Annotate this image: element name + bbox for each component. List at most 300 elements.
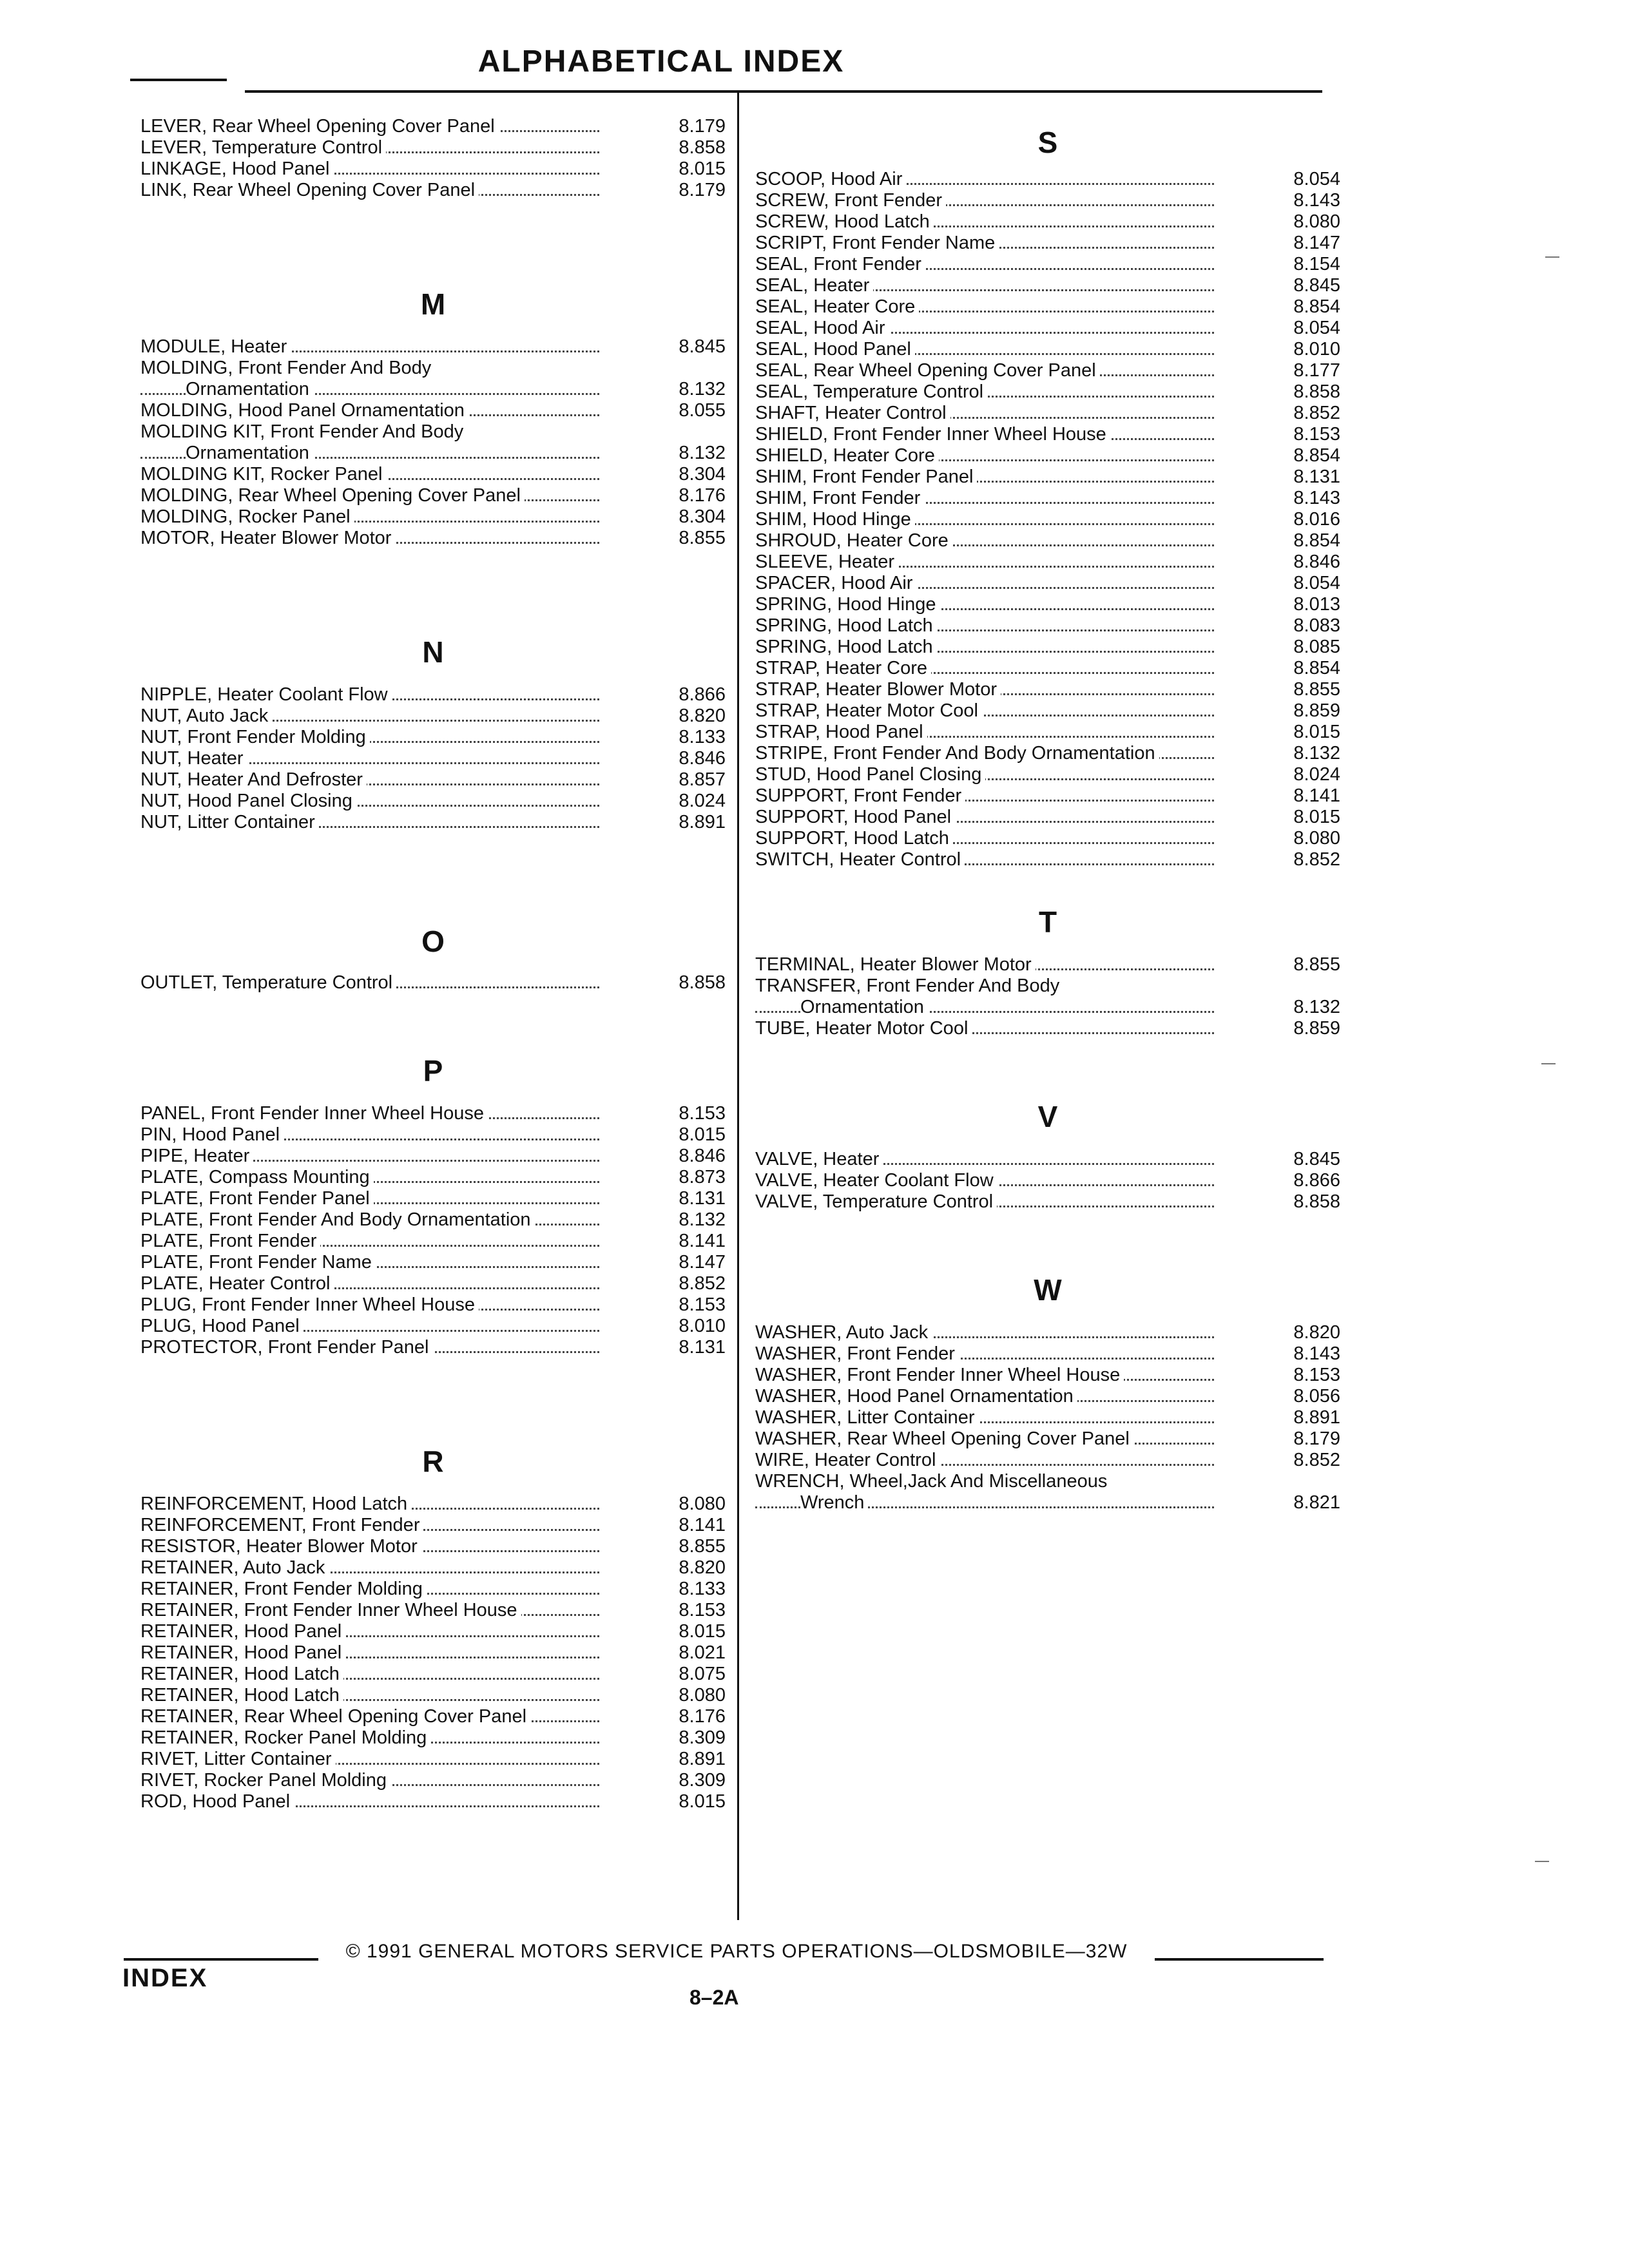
entry-page: 8.015	[679, 159, 726, 179]
index-section	[140, 910, 726, 1039]
index-entry	[140, 1103, 726, 1124]
entry-page: 8.858	[1293, 381, 1340, 402]
section-letter: N	[422, 635, 444, 669]
entry-text: STRIPE, Front Fender And Body Ornamentation	[755, 743, 1159, 764]
entry-page: 8.132	[679, 379, 726, 399]
entry-text: MOTOR, Heater Blower Motor	[140, 528, 395, 549]
index-entry	[755, 339, 1340, 360]
entry-text: VALVE, Heater Coolant Flow	[755, 1170, 998, 1191]
entry-page: 8.133	[679, 1579, 726, 1599]
entry-page: 8.855	[1293, 679, 1340, 700]
entry-page: 8.153	[679, 1600, 726, 1620]
index-entry	[755, 530, 1340, 552]
entry-text: SEAL, Rear Wheel Opening Cover Panel	[755, 360, 1100, 381]
index-entry	[140, 706, 726, 727]
section-letter: M	[420, 287, 446, 321]
footer-rule-right	[1155, 1958, 1324, 1961]
index-entry	[140, 1252, 726, 1273]
index-entry	[140, 336, 726, 358]
entry-text: SEAL, Hood Panel	[755, 339, 915, 360]
entry-page: 8.010	[1293, 339, 1340, 360]
index-entry	[755, 360, 1340, 381]
footer-section-label: INDEX	[122, 1964, 208, 1992]
index-entry	[755, 700, 1340, 722]
entry-page: 8.013	[1293, 594, 1340, 615]
entry-page: 8.153	[679, 1294, 726, 1315]
entry-page: 8.179	[679, 180, 726, 200]
index-section	[140, 620, 726, 910]
index-entry	[755, 807, 1340, 828]
entry-text: SEAL, Heater	[755, 275, 873, 296]
entry-text: SCREW, Hood Latch	[755, 211, 934, 233]
entry-page: 8.859	[1293, 700, 1340, 721]
entry-page: 8.855	[679, 1536, 726, 1557]
entry-text: PLATE, Front Fender And Body Ornamentation	[140, 1209, 535, 1231]
index-entry	[755, 954, 1340, 975]
entry-text: SCOOP, Hood Air	[755, 169, 906, 190]
entry-page: 8.080	[679, 1494, 726, 1514]
entry-page: 8.016	[1293, 509, 1340, 530]
entry-page: 8.820	[1293, 1322, 1340, 1343]
index-entry	[755, 1170, 1340, 1191]
entry-page: 8.846	[679, 748, 726, 769]
index-entry	[140, 137, 726, 159]
entry-page: 8.131	[679, 1337, 726, 1358]
index-entry	[140, 684, 726, 706]
entry-page: 8.845	[1293, 275, 1340, 296]
entry-text: PLUG, Front Fender Inner Wheel House	[140, 1294, 479, 1316]
entry-text: PLUG, Hood Panel	[140, 1316, 304, 1337]
entry-text: MOLDING, Hood Panel Ornamentation	[140, 400, 468, 421]
index-entry	[755, 658, 1340, 679]
entry-page: 8.852	[1293, 849, 1340, 870]
index-entry	[755, 275, 1340, 296]
margin-mark	[1535, 1861, 1549, 1862]
index-entry	[140, 1188, 726, 1209]
entry-text: PLATE, Front Fender Panel	[140, 1188, 374, 1209]
entry-text: PANEL, Front Fender Inner Wheel House	[140, 1103, 488, 1124]
entry-text: MOLDING KIT, Front Fender And Body	[140, 421, 467, 443]
entry-page: 8.141	[1293, 785, 1340, 806]
entry-text: SHROUD, Heater Core	[755, 530, 952, 552]
entry-text: SHIM, Hood Hinge	[755, 509, 915, 530]
entry-text: WASHER, Litter Container	[755, 1407, 979, 1428]
entry-text: MOLDING, Rocker Panel	[140, 506, 354, 528]
index-entry	[140, 1209, 726, 1231]
margin-mark	[1541, 1063, 1556, 1064]
entry-text: RESISTOR, Heater Blower Motor	[140, 1536, 421, 1557]
entry-page: 8.015	[1293, 722, 1340, 742]
entry-text: Ornamentation	[186, 379, 313, 400]
index-entry	[140, 1664, 726, 1685]
index-entry	[140, 1294, 726, 1316]
entry-page: 8.846	[679, 1146, 726, 1166]
entry-text: RETAINER, Rear Wheel Opening Cover Panel	[140, 1706, 530, 1727]
index-entry	[140, 1706, 726, 1727]
entry-text: NUT, Front Fender Molding	[140, 727, 370, 748]
index-entry	[755, 1343, 1340, 1365]
entry-text: NUT, Litter Container	[140, 812, 319, 833]
entry-page: 8.845	[1293, 1149, 1340, 1169]
index-entry	[755, 1450, 1340, 1471]
entry-text: PIPE, Heater	[140, 1146, 253, 1167]
entry-text: LINK, Rear Wheel Opening Cover Panel	[140, 180, 479, 201]
index-entry	[755, 318, 1340, 339]
section-letter: V	[1037, 1100, 1058, 1133]
entry-page: 8.857	[679, 769, 726, 790]
entry-text: RETAINER, Hood Latch	[140, 1664, 343, 1685]
index-entry	[140, 1791, 726, 1812]
index-entry	[140, 1146, 726, 1167]
entry-text: SUPPORT, Front Fender	[755, 785, 965, 807]
index-entry	[755, 1149, 1340, 1170]
entry-page: 8.854	[1293, 658, 1340, 678]
entry-page: 8.056	[1293, 1386, 1340, 1407]
entry-text: RETAINER, Auto Jack	[140, 1557, 329, 1579]
entry-page: 8.024	[679, 791, 726, 811]
index-entry	[755, 679, 1340, 700]
entry-text: WIRE, Heater Control	[755, 1450, 940, 1471]
entry-text: WASHER, Hood Panel Ornamentation	[755, 1386, 1077, 1407]
entry-text: WASHER, Rear Wheel Opening Cover Panel	[755, 1428, 1133, 1450]
index-entry	[140, 1167, 726, 1188]
entry-text: STRAP, Heater Motor Cool	[755, 700, 982, 722]
index-entry	[140, 1770, 726, 1791]
entry-text: NUT, Hood Panel Closing	[140, 791, 356, 812]
entry-page: 8.179	[1293, 1428, 1340, 1449]
entry-text: Ornamentation	[186, 443, 313, 464]
index-entry	[140, 1536, 726, 1557]
footer-page-number: 8–2A	[689, 1986, 739, 2009]
entry-page: 8.891	[679, 1749, 726, 1769]
page-title: ALPHABETICAL INDEX	[477, 44, 845, 79]
entry-page: 8.855	[679, 528, 726, 548]
index-entry	[755, 1191, 1340, 1213]
index-entry	[140, 1515, 726, 1536]
entry-text: SHAFT, Heater Control	[755, 403, 950, 424]
entry-text: MOLDING KIT, Rocker Panel	[140, 464, 387, 485]
index-entry	[755, 509, 1340, 530]
index-entry	[755, 594, 1340, 615]
index-entry	[755, 488, 1340, 509]
index-entry	[755, 975, 1340, 997]
index-section	[140, 1039, 726, 1429]
index-entry	[755, 637, 1340, 658]
entry-page: 8.854	[1293, 530, 1340, 551]
index-entry	[755, 381, 1340, 403]
entry-page: 8.309	[679, 1770, 726, 1791]
entry-page: 8.055	[679, 400, 726, 421]
entry-text: WASHER, Auto Jack	[755, 1322, 932, 1343]
index-entry	[140, 1316, 726, 1337]
entry-text: SUPPORT, Hood Panel	[755, 807, 955, 828]
index-entry	[755, 1428, 1340, 1450]
entry-page: 8.010	[679, 1316, 726, 1336]
index-section	[140, 1429, 726, 1812]
entry-text: SPRING, Hood Hinge	[755, 594, 940, 615]
entry-page: 8.054	[1293, 169, 1340, 189]
footer-rule-left	[124, 1958, 318, 1961]
entry-page: 8.080	[679, 1685, 726, 1706]
index-entry	[755, 615, 1340, 637]
entry-text: RETAINER, Rocker Panel Molding	[140, 1727, 430, 1749]
entry-page: 8.083	[1293, 615, 1340, 636]
entry-page: 8.054	[1293, 318, 1340, 338]
index-section	[755, 890, 1340, 1084]
entry-page: 8.859	[1293, 1018, 1340, 1039]
entry-text: SPRING, Hood Latch	[755, 637, 937, 658]
entry-text: RIVET, Rocker Panel Molding	[140, 1770, 390, 1791]
entry-page: 8.153	[1293, 1365, 1340, 1385]
index-entry	[140, 180, 726, 201]
index-section	[755, 1084, 1340, 1258]
entry-text: PLATE, Front Fender	[140, 1231, 320, 1252]
section-letter: T	[1038, 905, 1057, 939]
entry-page: 8.304	[679, 506, 726, 527]
index-entry	[755, 573, 1340, 594]
index-entry	[755, 828, 1340, 849]
section-letter: W	[1034, 1273, 1062, 1307]
entry-page: 8.891	[679, 812, 726, 832]
index-entry	[140, 421, 726, 443]
entry-text: LINKAGE, Hood Panel	[140, 159, 333, 180]
entry-text: TERMINAL, Heater Blower Motor	[755, 954, 1036, 975]
index-entry	[755, 1471, 1340, 1492]
entry-text: NUT, Heater	[140, 748, 247, 769]
entry-text: NIPPLE, Heater Coolant Flow	[140, 684, 392, 706]
entry-page: 8.846	[1293, 552, 1340, 572]
entry-page: 8.177	[1293, 360, 1340, 381]
entry-text: STRAP, Heater Core	[755, 658, 931, 679]
entry-page: 8.866	[679, 684, 726, 705]
entry-text: REINFORCEMENT, Front Fender	[140, 1515, 423, 1536]
entry-text: RETAINER, Hood Panel	[140, 1642, 345, 1664]
index-entry	[140, 1124, 726, 1146]
entry-text: TRANSFER, Front Fender And Body	[755, 975, 1063, 997]
entry-text: STRAP, Heater Blower Motor	[755, 679, 1001, 700]
index-entry	[140, 791, 726, 812]
entry-text: SPRING, Hood Latch	[755, 615, 937, 637]
right-column	[755, 116, 1340, 1514]
entry-page: 8.153	[679, 1103, 726, 1124]
entry-text: PIN, Hood Panel	[140, 1124, 284, 1146]
index-entry	[755, 190, 1340, 211]
entry-text: SEAL, Heater Core	[755, 296, 919, 318]
entry-text: PLATE, Front Fender Name	[140, 1252, 376, 1273]
entry-page: 8.143	[1293, 488, 1340, 508]
entry-text: SLEEVE, Heater	[755, 552, 898, 573]
entry-page: 8.147	[1293, 233, 1340, 253]
entry-page: 8.015	[679, 1621, 726, 1642]
index-entry	[140, 972, 726, 994]
entry-page: 8.854	[1293, 296, 1340, 317]
entry-text: STUD, Hood Panel Closing	[755, 764, 985, 785]
entry-page: 8.866	[1293, 1170, 1340, 1191]
entry-page: 8.873	[679, 1167, 726, 1187]
index-entry	[140, 379, 726, 400]
entry-text: NUT, Auto Jack	[140, 706, 272, 727]
index-entry	[755, 743, 1340, 764]
index-entry	[140, 464, 726, 485]
entry-text: VALVE, Heater	[755, 1149, 883, 1170]
index-entry	[140, 1557, 726, 1579]
index-entry	[755, 233, 1340, 254]
entry-text: SHIM, Front Fender	[755, 488, 924, 509]
entry-text: SEAL, Temperature Control	[755, 381, 987, 403]
index-entry	[140, 1273, 726, 1294]
index-entry	[140, 1600, 726, 1621]
index-entry	[755, 1365, 1340, 1386]
entry-page: 8.015	[679, 1124, 726, 1145]
entry-page: 8.852	[1293, 403, 1340, 423]
index-entry	[755, 785, 1340, 807]
index-entry	[755, 1492, 1340, 1514]
index-entry	[140, 1231, 726, 1252]
entry-text: OUTLET, Temperature Control	[140, 972, 396, 994]
entry-text: MOLDING, Front Fender And Body	[140, 358, 435, 379]
entry-page: 8.024	[1293, 764, 1340, 785]
index-entry	[140, 159, 726, 180]
entry-text: ROD, Hood Panel	[140, 1791, 294, 1812]
entry-text: TUBE, Heater Motor Cool	[755, 1018, 972, 1039]
index-entry	[755, 1322, 1340, 1343]
entry-text: RETAINER, Front Fender Inner Wheel House	[140, 1600, 521, 1621]
entry-page: 8.154	[1293, 254, 1340, 274]
entry-page: 8.143	[1293, 1343, 1340, 1364]
index-entry	[140, 443, 726, 464]
entry-page: 8.131	[1293, 466, 1340, 487]
entry-text: MODULE, Heater	[140, 336, 291, 358]
entry-text: SHIELD, Heater Core	[755, 445, 939, 466]
index-entry	[755, 445, 1340, 466]
entry-page: 8.021	[679, 1642, 726, 1663]
index-entry	[755, 552, 1340, 573]
entry-text: WASHER, Front Fender Inner Wheel House	[755, 1365, 1124, 1386]
entry-page: 8.080	[1293, 211, 1340, 232]
entry-page: 8.132	[679, 1209, 726, 1230]
entry-text: RETAINER, Front Fender Molding	[140, 1579, 427, 1600]
index-section	[755, 1258, 1340, 1514]
entry-page: 8.845	[679, 336, 726, 357]
index-entry	[755, 1018, 1340, 1039]
entry-page: 8.891	[1293, 1407, 1340, 1428]
entry-page: 8.854	[1293, 445, 1340, 466]
entry-page: 8.133	[679, 727, 726, 747]
entry-text: SHIELD, Front Fender Inner Wheel House	[755, 424, 1110, 445]
entry-page: 8.075	[679, 1664, 726, 1684]
index-entry	[755, 424, 1340, 445]
index-entry	[140, 400, 726, 421]
index-entry	[755, 997, 1340, 1018]
entry-page: 8.820	[679, 706, 726, 726]
index-entry	[140, 1579, 726, 1600]
entry-text: MOLDING, Rear Wheel Opening Cover Panel	[140, 485, 525, 506]
entry-text: SWITCH, Heater Control	[755, 849, 965, 870]
entry-text: SPACER, Hood Air	[755, 573, 916, 594]
entry-text: RIVET, Litter Container	[140, 1749, 336, 1770]
entry-text: PROTECTOR, Front Fender Panel	[140, 1337, 433, 1358]
entry-page: 8.179	[679, 116, 726, 137]
index-entry	[140, 506, 726, 528]
index-entry	[140, 116, 726, 137]
entry-page: 8.821	[1293, 1492, 1340, 1513]
index-entry	[755, 764, 1340, 785]
index-entry	[755, 254, 1340, 275]
entry-text: WRENCH, Wheel,Jack And Miscellaneous	[755, 1471, 1111, 1492]
entry-page: 8.304	[679, 464, 726, 485]
entry-page: 8.015	[679, 1791, 726, 1812]
index-entry	[140, 727, 726, 748]
section-letter: S	[1037, 126, 1058, 159]
entry-page: 8.131	[679, 1188, 726, 1209]
entry-text: LEVER, Rear Wheel Opening Cover Panel	[140, 116, 499, 137]
index-entry	[140, 1749, 726, 1770]
index-entry	[755, 169, 1340, 190]
entry-page: 8.132	[1293, 743, 1340, 764]
entry-page: 8.141	[679, 1231, 726, 1251]
index-entry	[140, 1494, 726, 1515]
entry-page: 8.132	[679, 443, 726, 463]
index-entry	[140, 1621, 726, 1642]
index-section	[140, 116, 726, 272]
entry-page: 8.176	[679, 1706, 726, 1727]
entry-text: RETAINER, Hood Latch	[140, 1685, 343, 1706]
entry-page: 8.153	[1293, 424, 1340, 445]
section-letter: O	[421, 925, 445, 958]
index-entry	[755, 1386, 1340, 1407]
index-entry	[140, 1727, 726, 1749]
index-entry	[755, 466, 1340, 488]
entry-text: REINFORCEMENT, Hood Latch	[140, 1494, 411, 1515]
entry-page: 8.132	[1293, 997, 1340, 1017]
index-entry	[755, 403, 1340, 424]
entry-page: 8.309	[679, 1727, 726, 1748]
index-entry	[140, 1337, 726, 1358]
index-entry	[140, 528, 726, 549]
index-entry	[140, 485, 726, 506]
entry-page: 8.855	[1293, 954, 1340, 975]
entry-page: 8.852	[679, 1273, 726, 1294]
entry-text: Ornamentation	[800, 997, 928, 1018]
entry-page: 8.820	[679, 1557, 726, 1578]
entry-text: Wrench	[800, 1492, 868, 1514]
index-entry	[140, 748, 726, 769]
entry-page: 8.852	[1293, 1450, 1340, 1470]
title-rule-right	[245, 90, 1322, 93]
index-entry	[755, 722, 1340, 743]
entry-text: SHIM, Front Fender Panel	[755, 466, 977, 488]
entry-page: 8.143	[1293, 190, 1340, 211]
entry-text: STRAP, Hood Panel	[755, 722, 927, 743]
index-entry	[755, 211, 1340, 233]
entry-page: 8.147	[679, 1252, 726, 1273]
entry-page: 8.054	[1293, 573, 1340, 593]
index-entry	[140, 769, 726, 791]
index-entry	[140, 358, 726, 379]
entry-text: VALVE, Temperature Control	[755, 1191, 997, 1213]
section-letter: P	[423, 1054, 443, 1088]
footer-copyright: © 1991 GENERAL MOTORS SERVICE PARTS OPERATIONS—OLDSMOBILE—32W	[345, 1941, 1128, 1962]
entry-page: 8.858	[679, 137, 726, 158]
title-rule-left	[130, 79, 227, 81]
entry-page: 8.858	[1293, 1191, 1340, 1212]
index-entry	[755, 1407, 1340, 1428]
entry-text: SCREW, Front Fender	[755, 190, 946, 211]
entry-page: 8.176	[679, 485, 726, 506]
index-section	[140, 272, 726, 620]
index-entry	[140, 1642, 726, 1664]
index-entry	[140, 812, 726, 833]
